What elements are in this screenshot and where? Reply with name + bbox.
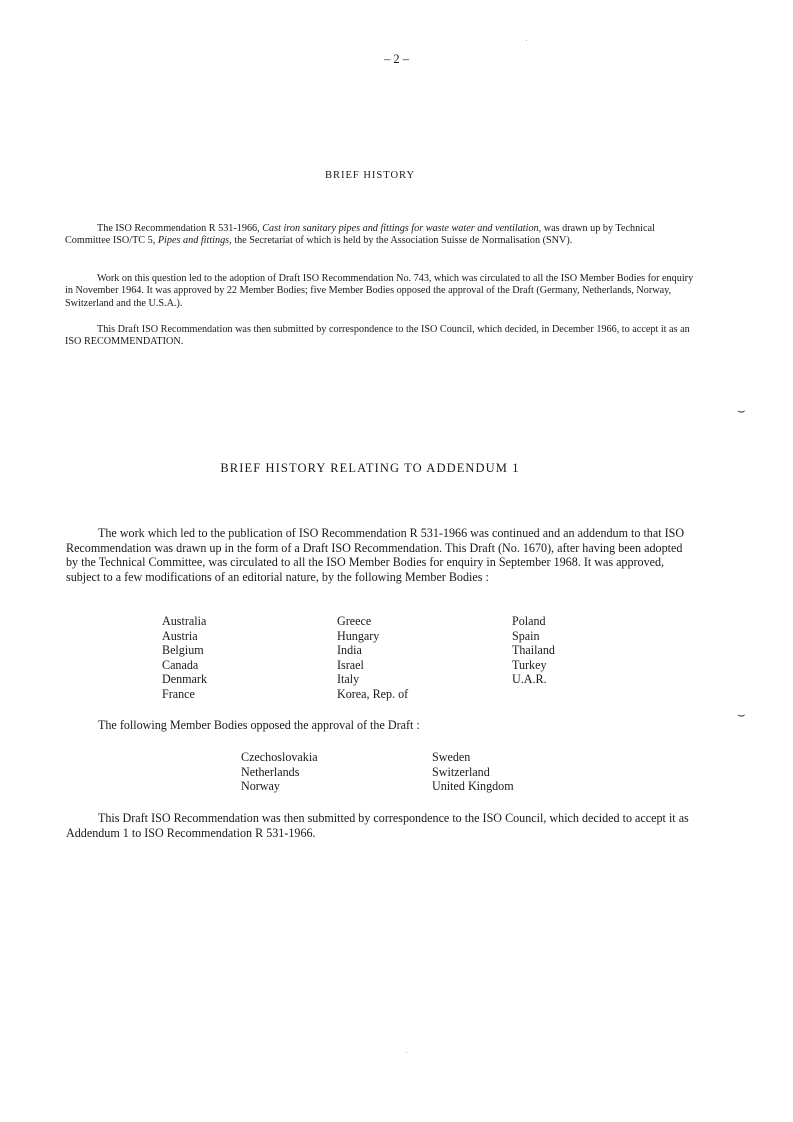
member-body: Australia <box>162 614 207 628</box>
member-body: Czechoslovakia <box>241 750 318 764</box>
opposed-intro: The following Member Bodies opposed the approval of the Draft : <box>98 718 420 732</box>
history-paragraph-3: This Draft ISO Recommendation was then submitted by correspondence to the ISO Council, which decided, in December 1966, to accept it as an ISO RECOMMENDATION. <box>65 324 690 348</box>
member-body: Switzerland <box>432 764 490 779</box>
approved-column-1 <box>162 614 207 701</box>
addendum-paragraph-1: The work which led to the publication of ISO Recommendation R 531-1966 was continued and an addendum to that ISO Recommendation was drawn up in the form of a Draft ISO Recommendation. This Draft (No. 1670), after having been adopted by the Technical Committee, was circulated to all the ISO Member Bodies for enquiry in September 1968. It was approved, subject to a few modifications of an editorial nature, by the following Member Bodies : <box>66 526 685 584</box>
history-paragraph-2: Work on this question led to the adoption of Draft ISO Recommendation No. 743, which was circulated to all the ISO Member Bodies for enquiry in November 1964. It was approved by 22 Member Bodies; five Member Bodies opposed the approval of the Draft (Germany, Netherlands, Norway, Switzerland and the U.S.A.). <box>65 273 694 309</box>
member-body: Hungary <box>337 628 380 643</box>
member-body: Norway <box>241 779 280 793</box>
member-body: Greece <box>337 614 372 628</box>
scan-speck <box>406 1052 407 1053</box>
member-body: United Kingdom <box>432 779 514 793</box>
member-body: India <box>337 643 362 657</box>
approved-column-2 <box>337 614 408 701</box>
approved-column-3 <box>512 614 555 687</box>
member-body: U.A.R. <box>512 672 547 686</box>
member-body: Canada <box>162 657 199 672</box>
opposed-column-2 <box>432 750 514 794</box>
member-body: Thailand <box>512 643 555 657</box>
member-body: Austria <box>162 628 198 643</box>
addendum-paragraph-final: This Draft ISO Recommendation was then submitted by correspondence to the ISO Council, which decided to accept it as Addendum 1 to ISO Recommendation R 531-1966. <box>66 811 689 840</box>
opposed-column-1 <box>241 750 318 794</box>
member-body: Italy <box>337 672 360 686</box>
history-paragraph-1: The ISO Recommendation R 531-1966, Cast iron sanitary pipes and fittings for waste water and ventilation, was drawn up by Technical Committee ISO/TC 5, Pipes and fittings, the Secretariat of which is held by the Association Suisse de Normalisation (SNV). <box>65 223 655 247</box>
member-body: Korea, Rep. of <box>337 686 409 701</box>
member-body: Netherlands <box>241 764 300 779</box>
member-body: France <box>162 686 195 701</box>
scan-speck <box>526 40 527 41</box>
page-number: – 2 – <box>384 52 409 66</box>
member-body: Poland <box>512 614 546 628</box>
member-body: Belgium <box>162 643 204 657</box>
brief-history-heading: BRIEF HISTORY <box>324 170 416 181</box>
member-body: Spain <box>512 628 540 643</box>
margin-mark: ⌣ <box>737 403 746 418</box>
member-body: Israel <box>337 657 364 672</box>
member-body: Turkey <box>512 657 547 672</box>
margin-mark: ⌣ <box>737 707 746 722</box>
addendum-heading: BRIEF HISTORY RELATING TO ADDENDUM 1 <box>220 461 520 475</box>
member-body: Sweden <box>432 750 471 764</box>
member-body: Denmark <box>162 672 207 686</box>
